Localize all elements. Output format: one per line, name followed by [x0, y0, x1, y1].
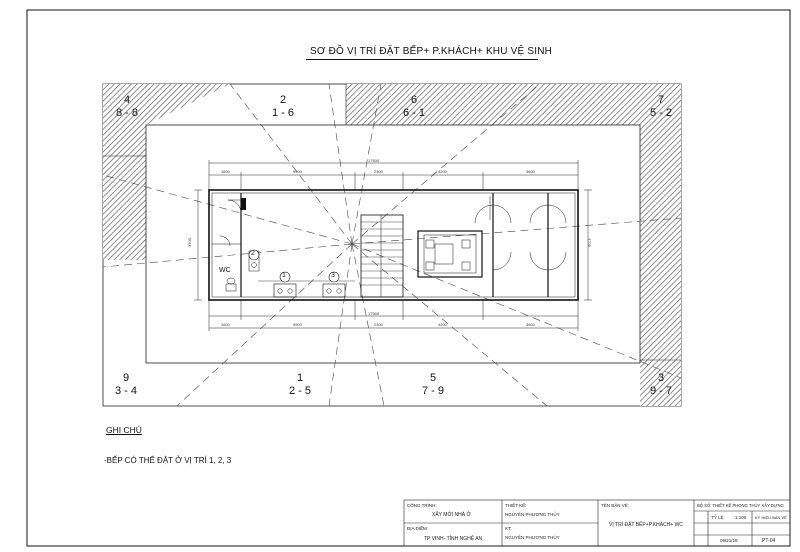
zone-2-label: 2 1 - 6	[271, 94, 294, 119]
notes-text: -BẾP CÓ THỂ ĐẶT Ở VỊ TRÍ 1, 2, 3	[104, 456, 232, 465]
tb-scale: 1:100	[735, 515, 747, 520]
hatch-zone-7	[640, 156, 681, 360]
notes-heading: GHI CHÚ	[106, 425, 142, 435]
dim-top-4: 4200	[438, 169, 447, 174]
hatch-zone-9-4	[103, 156, 146, 260]
dim-side-left: 3700	[186, 238, 192, 247]
tb-drawing-label: TÊN BẢN VẼ:	[601, 503, 630, 508]
tb-scale-label: TỶ LỆ	[711, 515, 724, 520]
dim-bottom-1: 1600	[221, 322, 230, 327]
tb-project: XÂY MỚI NHÀ Ở	[432, 512, 471, 518]
tb-company: BỘ SỐ: THIẾT KẾ PHONG THỦY XÂY DỰNG	[697, 503, 784, 508]
dim-top-2: 5900	[293, 169, 302, 174]
dim-total-top: 17500	[368, 158, 380, 163]
dim-bottom-4: 4200	[438, 322, 447, 327]
tb-location: TP VINH- TỈNH NGHỆ AN	[424, 536, 483, 542]
page-title: SƠ ĐỒ VỊ TRÍ ĐẶT BẾP+ P.KHÁCH+ KHU VỆ SINH	[310, 46, 553, 57]
marker-2: 2	[251, 250, 255, 257]
dim-bottom-2: 5900	[293, 322, 302, 327]
dim-bottom-5: 3600	[526, 322, 535, 327]
zone-1-label: 1 2 - 5	[288, 372, 311, 397]
tb-sheet-code-label: KÝ HIỆU BẢN VẼ	[755, 515, 787, 520]
marker-3: 3	[331, 272, 335, 279]
tb-sheet-code: PT-04	[762, 538, 776, 544]
title-underline	[306, 59, 538, 60]
tb-checker: NGUYỄN PHƯƠNG THỦY	[505, 535, 560, 540]
dim-top-1: 1600	[221, 169, 230, 174]
zone-9-label: 9 3 - 4	[114, 372, 137, 397]
tb-date: 09/21/18	[720, 538, 738, 543]
dim-top-3: 2300	[374, 169, 383, 174]
tb-checker-label: KT:	[505, 526, 512, 531]
zone-6-label: 6 6 - 1	[402, 94, 425, 119]
wc-label: WC	[219, 267, 231, 274]
zone-5-label: 5 7 - 9	[421, 372, 444, 397]
zone-3-label: 3 9 - 7	[649, 372, 672, 397]
tb-location-label: ĐỊA ĐIỂM:	[407, 526, 429, 531]
tb-project-label: CÔNG TRÌNH:	[407, 503, 437, 508]
marker-1: 1	[282, 272, 286, 279]
zone-4-label: 4 8 - 8	[115, 94, 138, 119]
dim-top-5: 3600	[526, 169, 535, 174]
dim-side-right: 3700	[586, 238, 592, 247]
tb-designer-label: THIẾT KẾ:	[505, 503, 527, 508]
tb-drawing: VỊ TRÍ ĐẶT BẾP+P.KHÁCH+ WC	[609, 522, 683, 528]
dim-bottom-3: 2300	[374, 322, 383, 327]
dim-total-bottom: 17500	[368, 311, 380, 316]
zone-7-label: 7 5 - 2	[649, 94, 672, 119]
tb-designer: NGUYỄN PHƯƠNG THỦY	[505, 512, 560, 517]
